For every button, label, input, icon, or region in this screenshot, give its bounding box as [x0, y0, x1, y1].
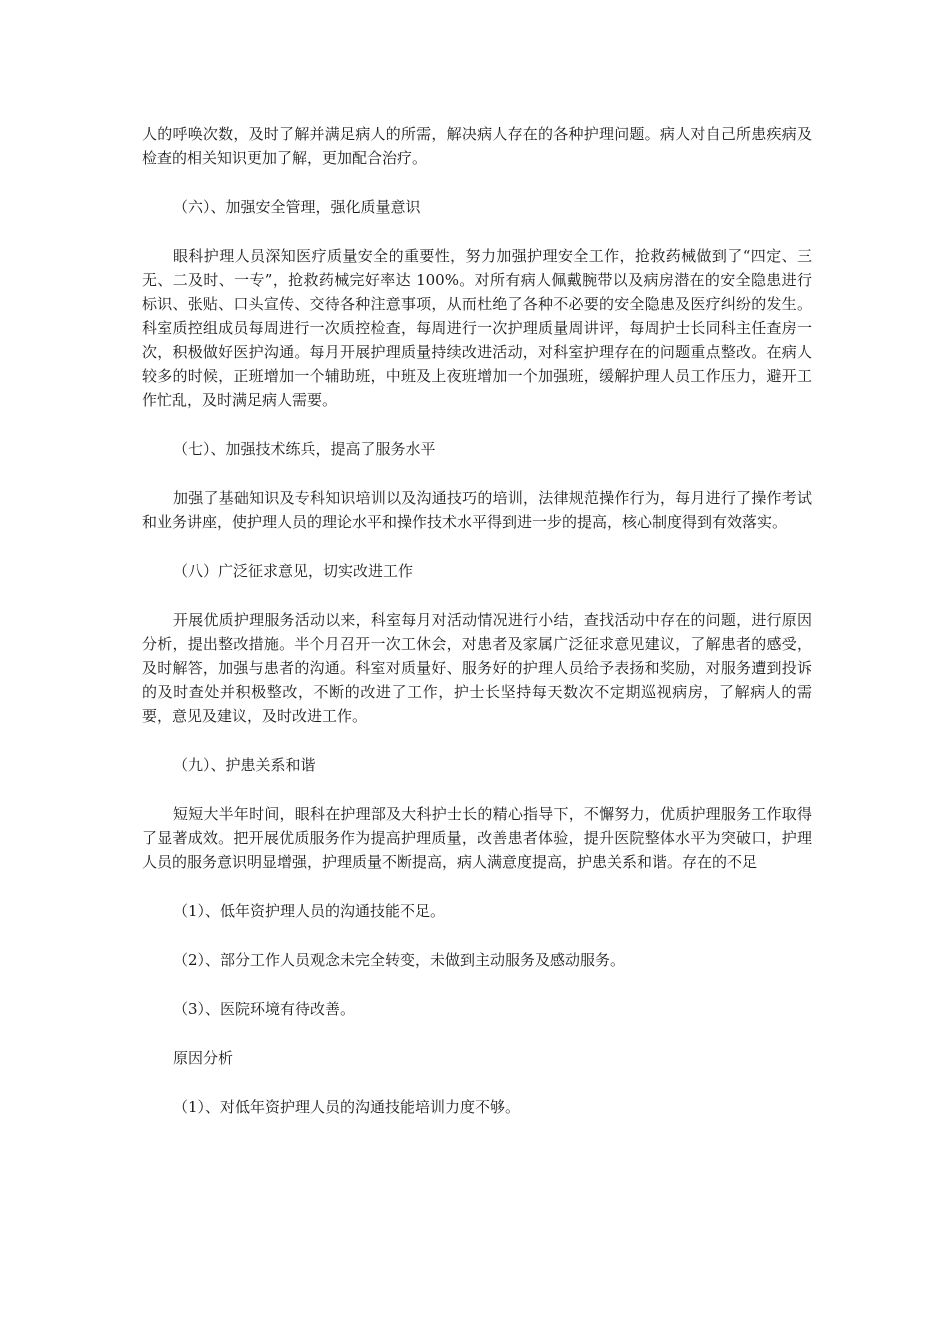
- cause-item-1: （1）、对低年资护理人员的沟通技能培训力度不够。: [173, 1098, 521, 1116]
- paragraph-skill-training: 加强了基础知识及专科知识培训以及沟通技巧的培训，法律规范操作行为，每月进行了操作考试和业务讲座，使护理人员的理论水平和操作技术水平得到进一步的提高，核心制度得到有效落实。: [142, 489, 812, 531]
- section-heading-8: （八）广泛征求意见，切实改进工作: [173, 562, 414, 580]
- paragraph-feedback: 开展优质护理服务活动以来，科室每月对活动情况进行小结，查找活动中存在的问题，进行原因分析，提出整改措施。半个月召开一次工休会，对患者及家属广泛征求意见建议，了解患者的感受，及时解答，加强与患者的沟通。科室对质量好、服务好的护理人员给予表扬和奖励，对服务遭到投诉的及时查处并积极整改，不断的改进了工作，护士长坚持每天数次不定期巡视病房，了解病人的需要，意见及建议，及时改进工作。: [142, 611, 812, 725]
- paragraph-safety-management: 眼科护理人员深知医疗质量安全的重要性，努力加强护理安全工作，抢救药械做到了“四定、三无、二及时、一专”，抢救药械完好率达 100%。对所有病人佩戴腕带以及病房潜在的安全隐患进行标识、张贴、口头宣传、交待各种注意事项，从而杜绝了各种不必要的安全隐患及医疗纠纷的发生。科室质控组成员每周进行一次质控检查，每周进行一次护理质量周讲评，每周护士长同科主任查房一次，积极做好医护沟通。每月开展护理质量持续改进活动，对科室护理存在的问题重点整改。在病人较多的时候，正班增加一个辅助班，中班及上夜班增加一个加强班，缓解护理人员工作压力，避开工作忙乱，及时满足病人需要。: [142, 247, 812, 409]
- shortcoming-item-1: （1）、低年资护理人员的沟通技能不足。: [173, 902, 446, 920]
- section-heading-7: （七）、加强技术练兵，提高了服务水平: [173, 440, 436, 458]
- shortcoming-item-3: （3）、医院环境有待改善。: [173, 1000, 356, 1018]
- shortcoming-item-2: （2）、部分工作人员观念未完全转变，未做到主动服务及感动服务。: [173, 951, 626, 969]
- paragraph-continued: 人的呼唤次数，及时了解并满足病人的所需，解决病人存在的各种护理问题。病人对自己所患疾病及检查的相关知识更加了解，更加配合治疗。: [142, 125, 812, 167]
- cause-analysis-heading: 原因分析: [173, 1049, 234, 1067]
- document-page: [142, 122, 812, 1144]
- section-heading-9: （九）、护患关系和谐: [173, 756, 316, 774]
- section-heading-6: （六）、加强安全管理，强化质量意识: [173, 198, 421, 216]
- paragraph-relationship: 短短大半年时间，眼科在护理部及大科护士长的精心指导下，不懈努力，优质护理服务工作取得了显著成效。把开展优质服务作为提高护理质量，改善患者体验，提升医院整体水平为突破口，护理人员的服务意识明显增强，护理质量不断提高，病人满意度提高，护患关系和谐。存在的不足: [142, 805, 812, 871]
